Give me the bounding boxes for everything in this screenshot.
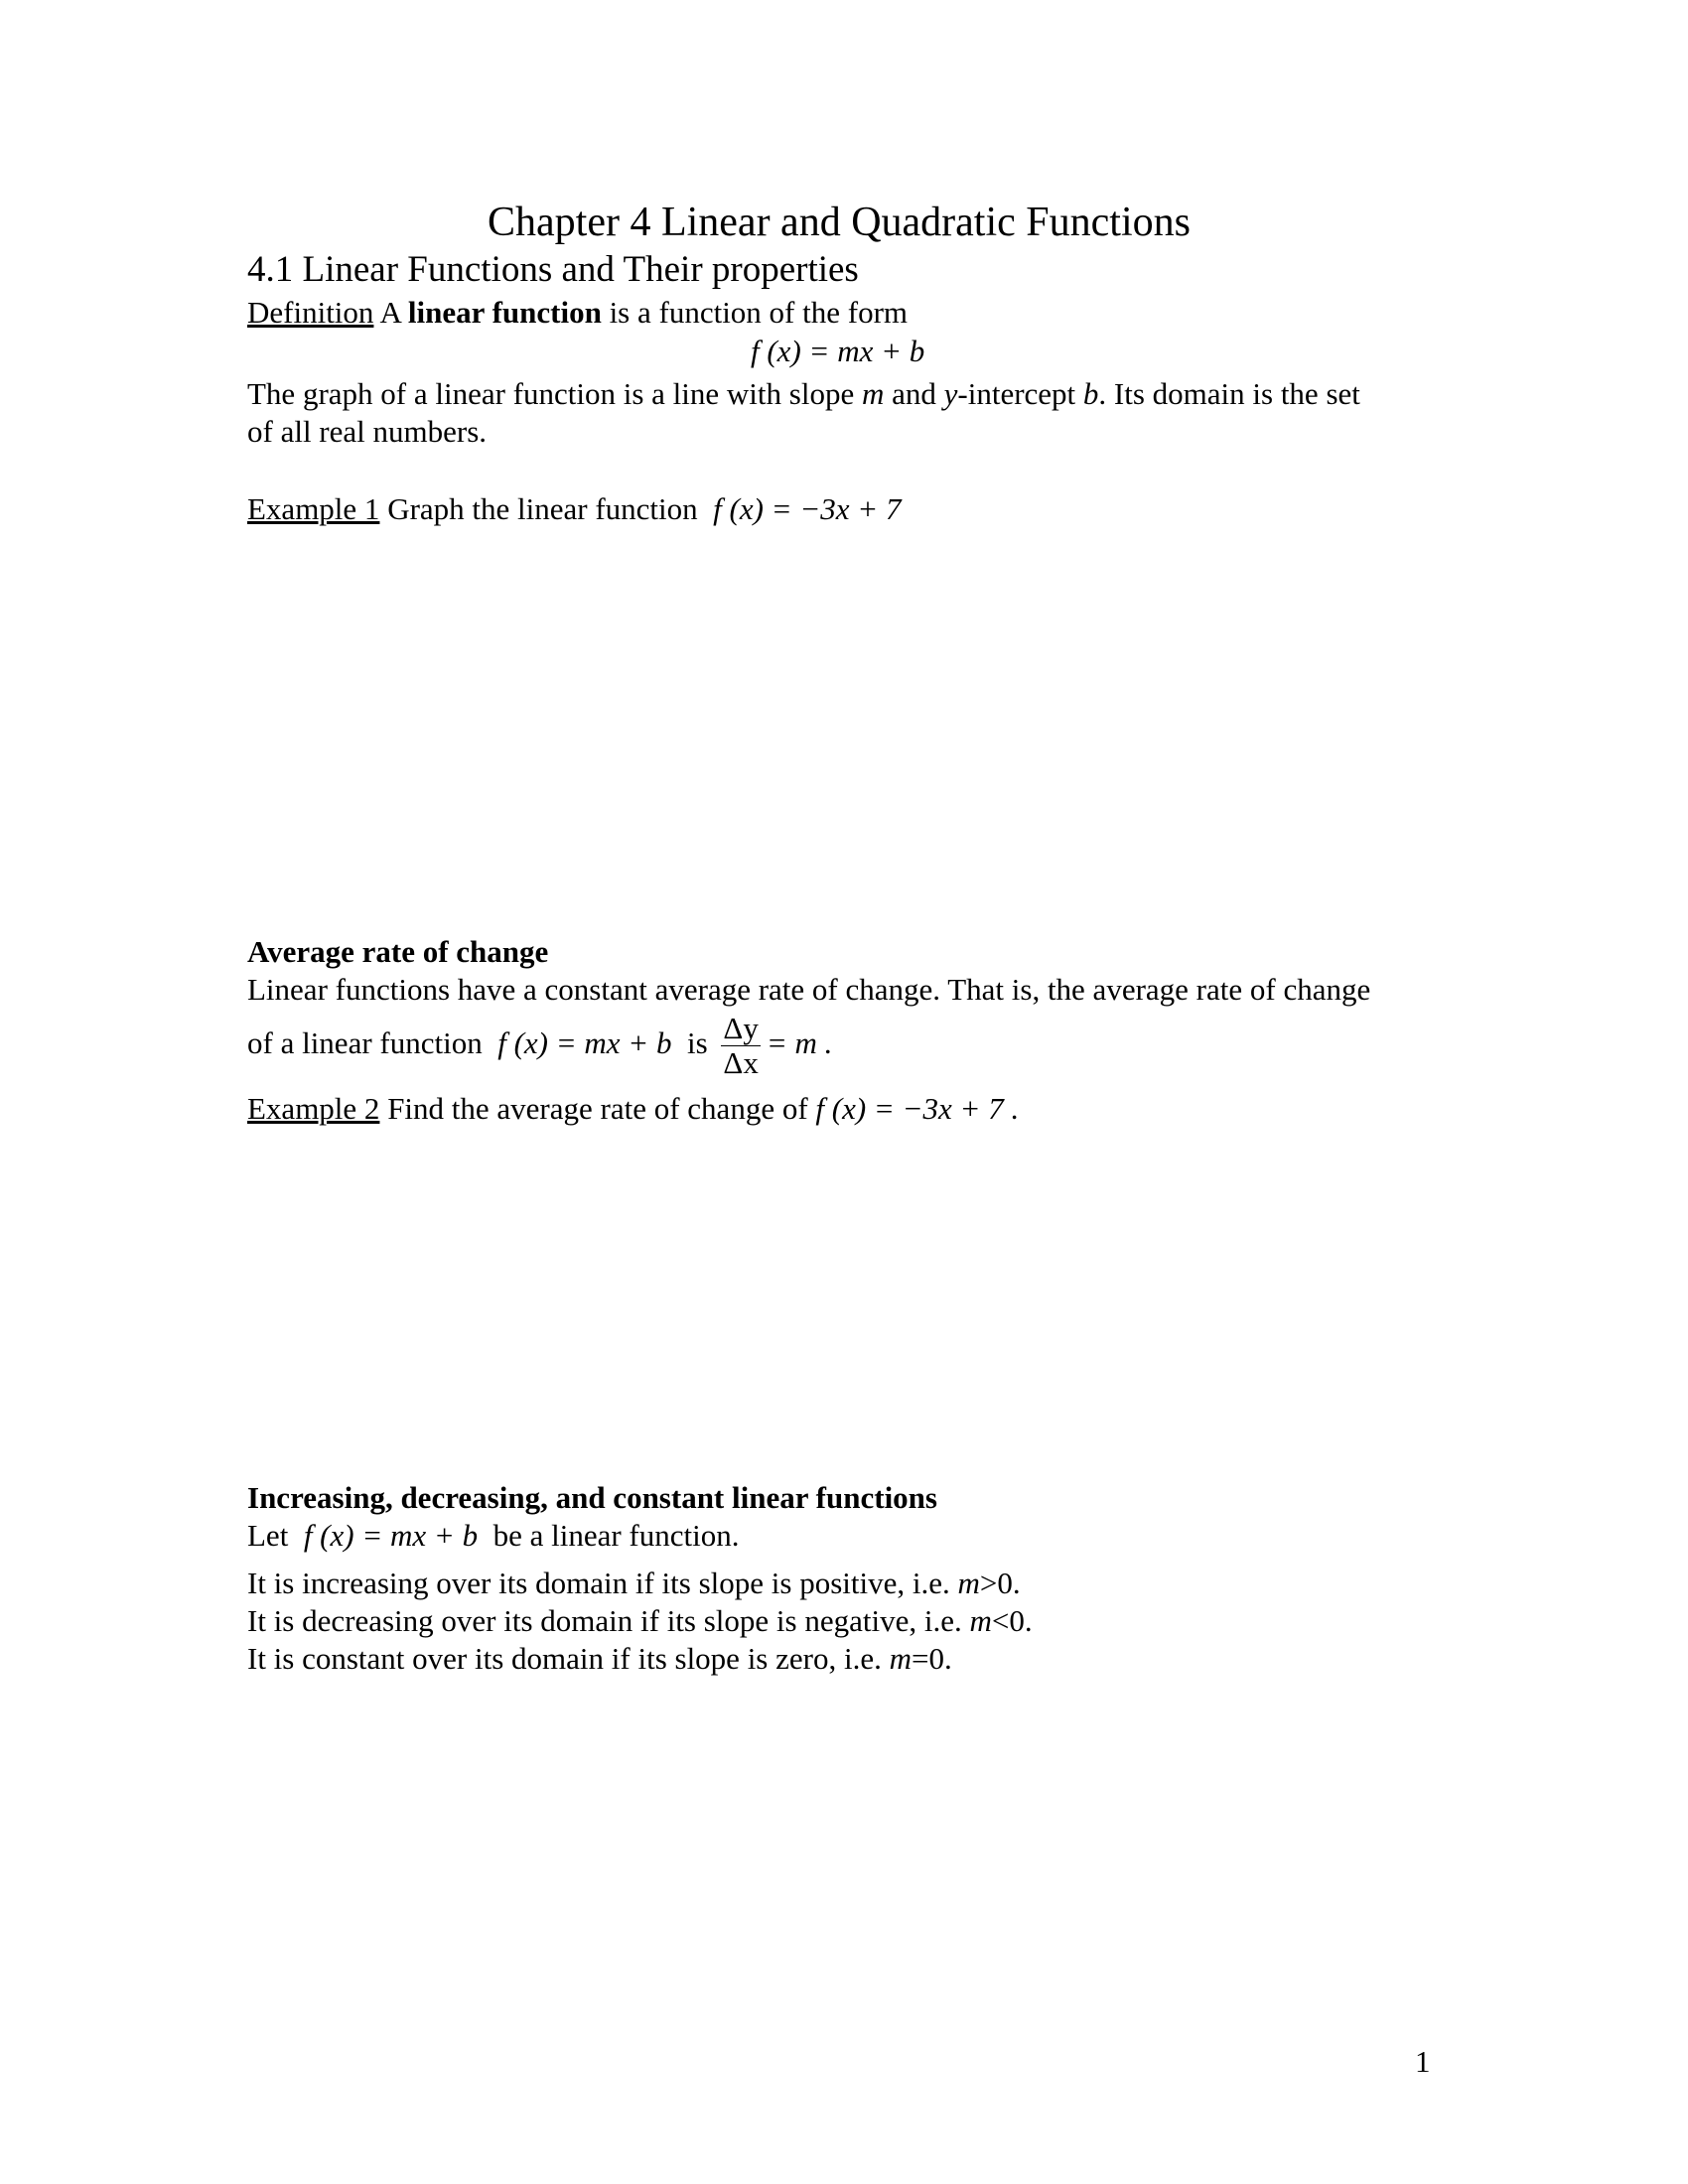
increasing-line: It is increasing over its domain if its slope is positive, i.e. m>0. bbox=[247, 1566, 1021, 1600]
delta-x: Δx bbox=[723, 1045, 759, 1081]
example-1: Example 1 Graph the linear function f (x) = −3x + 7 bbox=[247, 491, 902, 526]
example-2-label: Example 2 bbox=[247, 1091, 380, 1126]
average-rate-line-2: of a linear function f (x) = mx + b is $\frac{\Delta y}{\Delta x}$ = m . bbox=[247, 1011, 833, 1081]
page-number: 1 bbox=[1415, 2044, 1431, 2079]
let-line: Let f (x) = mx + b be a linear function. bbox=[247, 1518, 740, 1553]
average-rate-line-1: Linear functions have a constant average rate of change. That is, the average rate of change bbox=[247, 972, 1371, 1007]
example-2-formula: f (x) = −3x + 7 . bbox=[815, 1091, 1020, 1126]
average-rate-formula: f (x) = mx + b bbox=[497, 1025, 672, 1060]
constant-line: It is constant over its domain if its slope is zero, i.e. m=0. bbox=[247, 1641, 952, 1676]
let-formula: f (x) = mx + b bbox=[303, 1518, 479, 1553]
decreasing-line: It is decreasing over its domain if its slope is negative, i.e. m<0. bbox=[247, 1603, 1033, 1638]
definition-formula: f (x) = mx + b bbox=[751, 334, 925, 368]
linear-function-term: linear function bbox=[407, 295, 602, 330]
definition-line: Definition A linear function is a function of the form bbox=[247, 295, 909, 330]
example-2: Example 2 Find the average rate of change of f (x) = −3x + 7 . bbox=[247, 1091, 1020, 1126]
delta-fraction bbox=[721, 1012, 760, 1080]
chapter-title: Chapter 4 Linear and Quadratic Functions bbox=[488, 200, 1191, 245]
delta-y: Δy bbox=[723, 1011, 759, 1046]
example-1-formula: f (x) = −3x + 7 bbox=[713, 491, 902, 526]
section-title: 4.1 Linear Functions and Their properties bbox=[247, 249, 859, 290]
definition-label: Definition bbox=[247, 295, 374, 330]
increasing-heading: Increasing, decreasing, and constant linear functions bbox=[247, 1480, 937, 1515]
graph-description-line-1: The graph of a linear function is a line with slope m and y-intercept b. Its domain is the set bbox=[247, 376, 1360, 411]
example-1-label: Example 1 bbox=[247, 491, 380, 526]
graph-description-line-2: of all real numbers. bbox=[247, 414, 488, 449]
average-rate-heading: Average rate of change bbox=[247, 934, 549, 969]
